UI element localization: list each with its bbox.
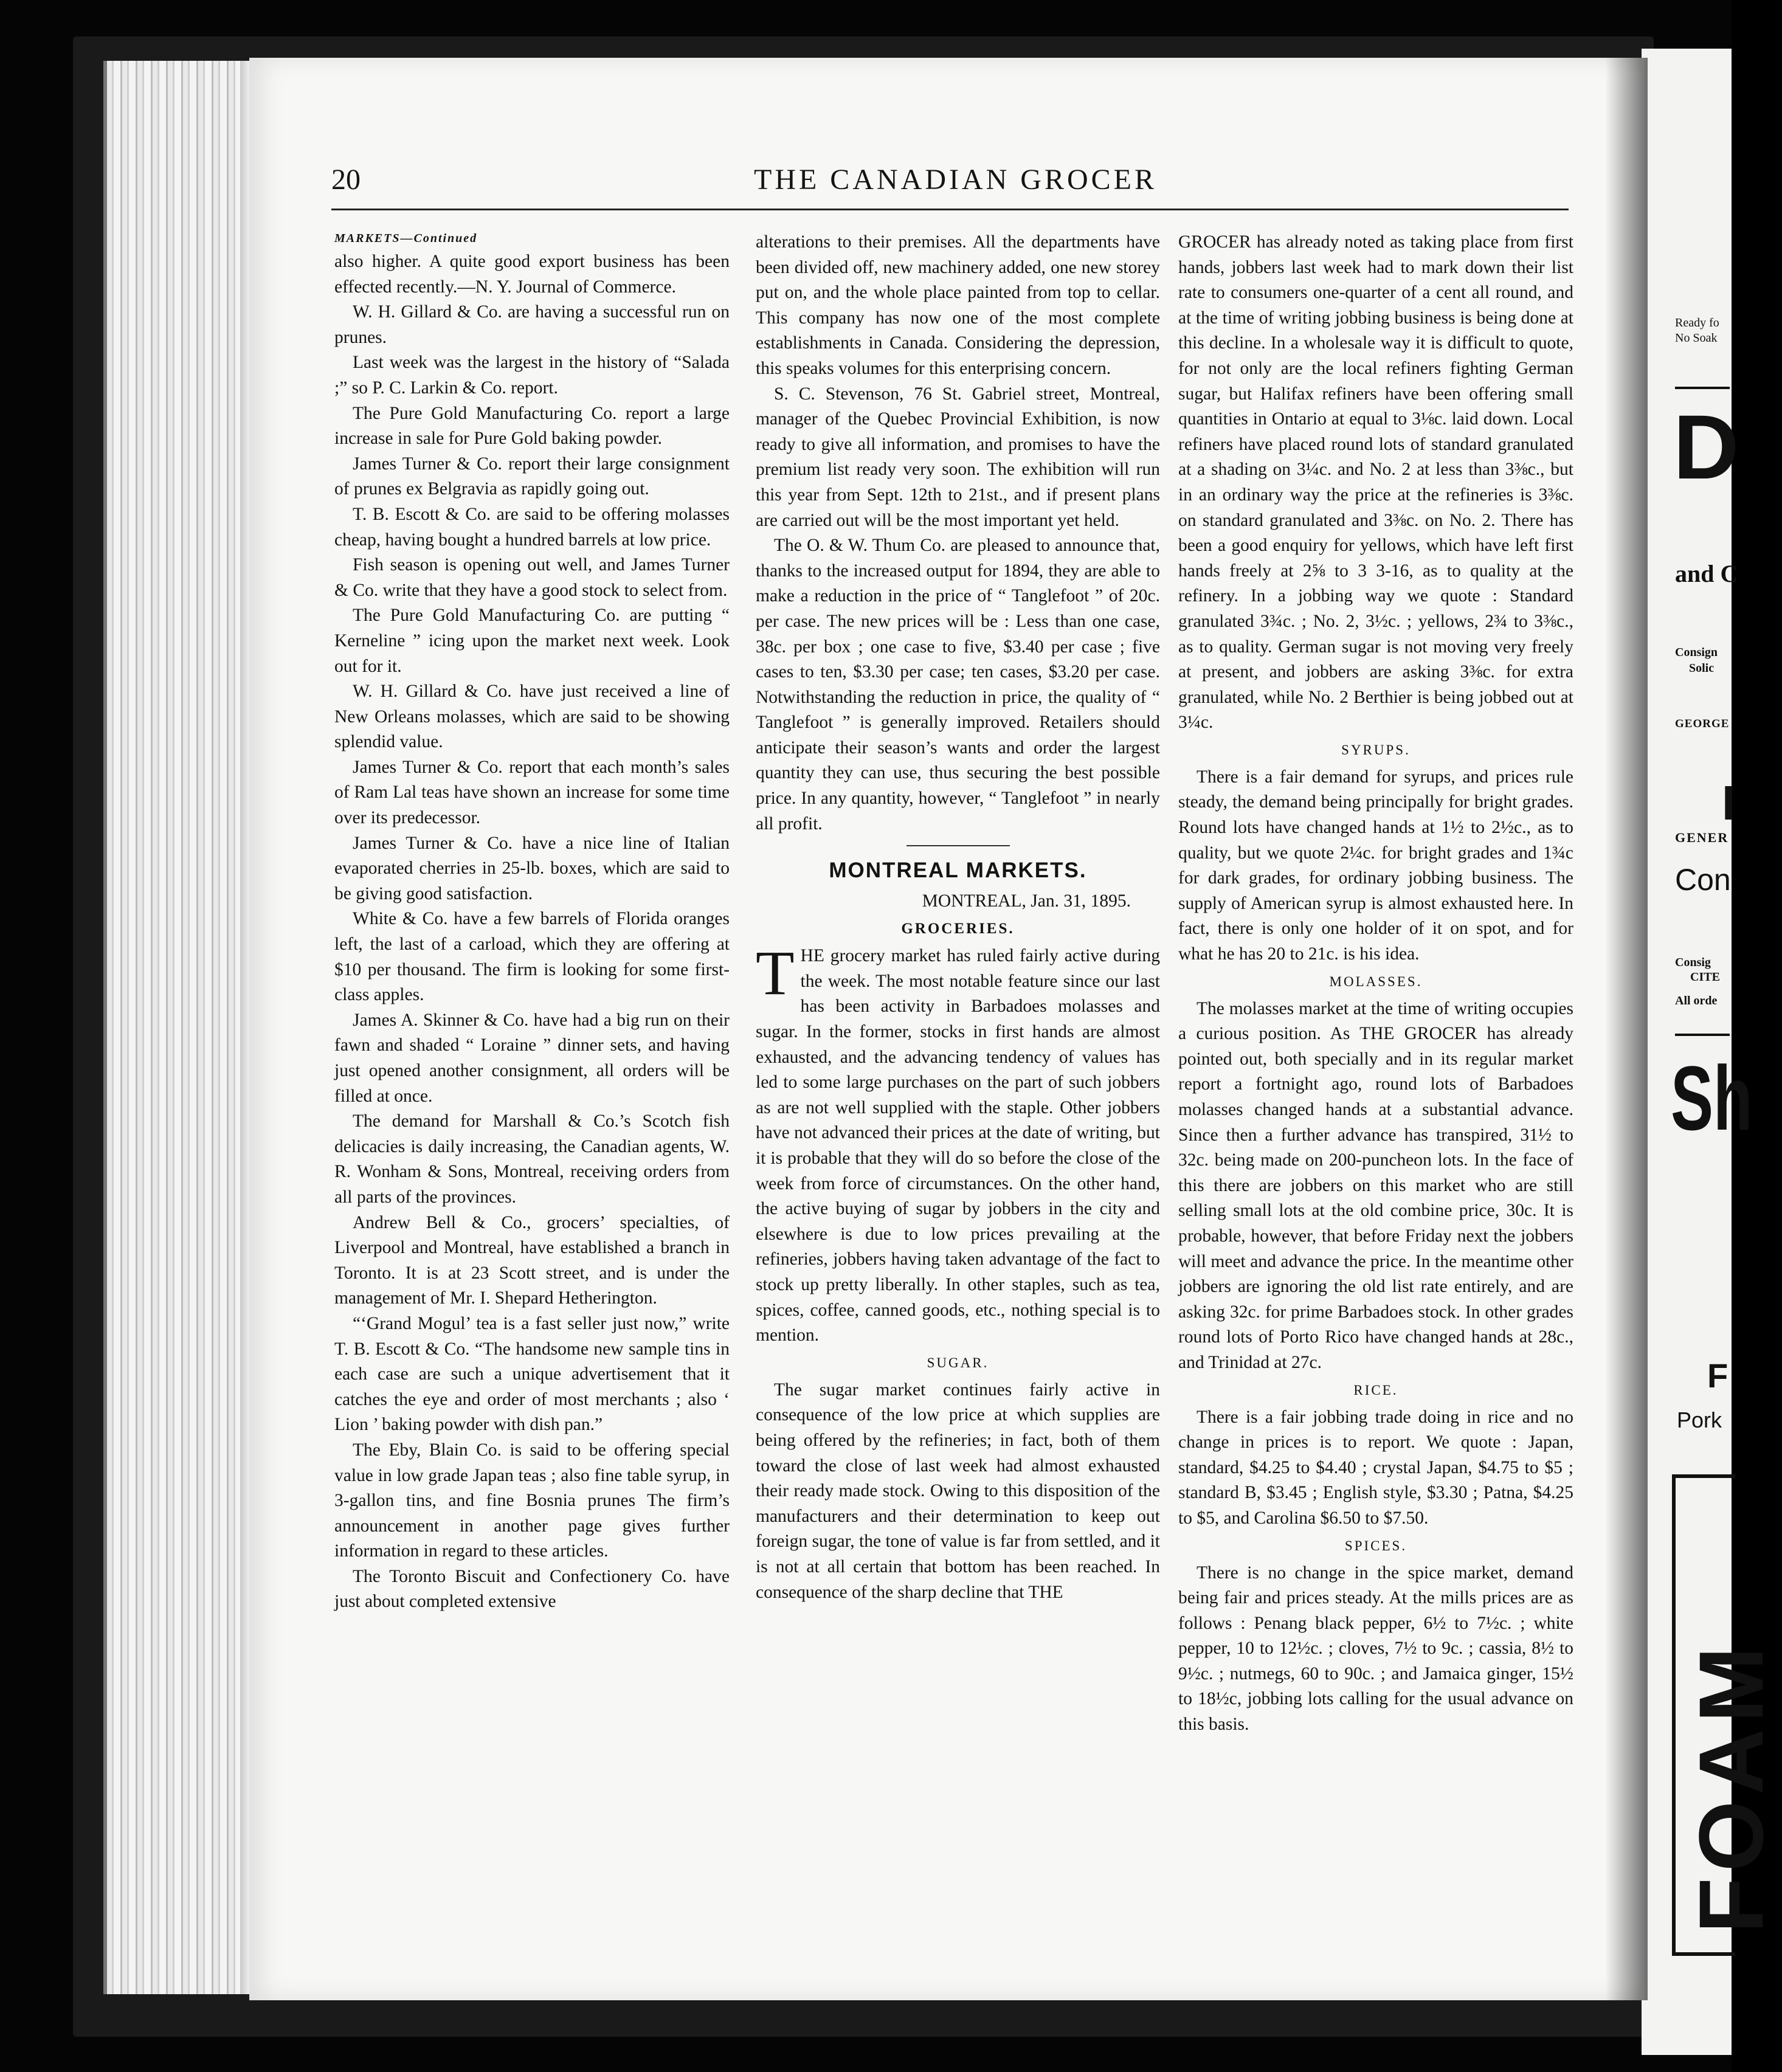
paragraph: The Eby, Blain Co. is said to be offering special value in low grade Japan teas ; also fine table syrup, in 3-gallon tins, and fine Bosnia prunes The firm’s announcement in another page gives further information in regard to these articles.: [334, 1440, 730, 1561]
paragraph: T. B. Escott & Co. are said to be offering molasses cheap, having bought a hundred barrels at low price.: [334, 504, 730, 550]
np-sh: Sh: [1671, 1047, 1753, 1149]
column-3: [1178, 230, 1573, 1738]
sugar-paragraph: The sugar market continues fairly active in consequence of the low price at which supplies are being offered by the refineries; in fact, both of them toward the close of last week had almost exhausted their ready made stock. Owing to this disposition of the manufacturers and their determination to keep out foreign sugar, the tone of value is far from settled, and it is not at all certain that bottom has been reached. In consequence of the sharp decline that THE: [756, 1380, 1160, 1602]
groceries-paragraph: [756, 938, 1160, 1349]
np-ready: Ready fo: [1675, 316, 1719, 330]
np-big-d: D: [1673, 396, 1739, 498]
np-vertical-word: FOAM: [1680, 1640, 1782, 1933]
drop-cap: T: [756, 938, 795, 1009]
np-george: GEORGE: [1675, 717, 1730, 730]
paragraph: alterations to their premises. All the departments have been divided off, new machinery added, one new storey put on, and the whole place painted from top to cellar. This company has now one of the most complete establishments in Canada. Considering the depression, this speaks volumes for this enterprising concern.: [756, 232, 1160, 378]
spices-heading: SPICES.: [1344, 1538, 1407, 1553]
column-2: [756, 230, 1160, 1605]
page-stack: [103, 61, 253, 1994]
column-1: [334, 230, 730, 1615]
np-pork: Pork: [1677, 1407, 1722, 1432]
syrups-heading: SYRUPS.: [1341, 742, 1411, 758]
paragraph: W. H. Gillard & Co. have just received a line of New Orleans molasses, which are said to be showing splendid value.: [334, 682, 730, 752]
np-big-i: I: [1722, 776, 1736, 830]
np-con: Con: [1675, 863, 1731, 897]
paragraph: W. H. Gillard & Co. are having a successful run on prunes.: [334, 302, 730, 347]
np-vertical-word-wrap: [1680, 1496, 1782, 1933]
np-and-c: and C: [1675, 560, 1738, 587]
paragraph: James Turner & Co. report that each month’s sales of Ram Lal teas have shown an increase for some time over its predecessor.: [334, 757, 730, 828]
paragraph: The Pure Gold Manufacturing Co. are putting “ Kerneline ” icing upon the market next week. Look out for it.: [334, 606, 730, 676]
groceries-text: HE grocery market has ruled fairly active during the week. The most notable feature since our last has been activity in Barbadoes molasses and sugar. In the former, stocks in first hands are almost exhausted, and the advancing tendency of values has led to some large purchases on the part of such jobbers as are not well supplied with the staple. Other jobbers have not advanced their prices at the date of writing, but it is probable that they will do so before the close of the week from force of circumstances. On the other hand, the active buying of sugar by jobbers in the city and elsewhere is due to low prices prevailing at the refineries, jobbers having taken advantage of the fact to stock up pretty liberally. In other staples, such as tea, spices, coffee, canned goods, etc., nothing special is to mention.: [756, 946, 1160, 1345]
groceries-heading: GROCERIES.: [901, 920, 1015, 938]
paragraph: Last week was the largest in the history of “Salada ;” so P. C. Larkin & Co. report.: [334, 353, 730, 398]
section-rule: [907, 845, 1010, 846]
rice-heading: RICE.: [1353, 1382, 1398, 1398]
paragraph: S. C. Stevenson, 76 St. Gabriel street, Montreal, manager of the Quebec Provincial Exhibition, is now ready to give all information, and promises to have the premium list ready very soon. The exhibition will run this year from Sept. 12th to 21st., and if present plans are carried out will be the most important yet held.: [756, 384, 1160, 530]
np-consig: Consig: [1675, 956, 1711, 969]
np-solic: Solic: [1689, 661, 1715, 675]
sugar-heading: SUGAR.: [927, 1355, 989, 1370]
np-gener: GENER: [1675, 830, 1729, 845]
sugar-continued: GROCER has already noted as taking place from first hands, jobbers last week had to mark down their list rate to consumers one-quarter of a cent all round, and at the time of writing jobbing business is being done at this decline. In a wholesale way it is difficult to quote, for not only are the local refiners fighting German sugar, but Halifax refiners have been offering small quantities in Ontario at equal to 3⅛c. laid down. Local refiners have placed round lots of standard granulated at a shading on 3¼c. and No. 2 at less than 3⅜c., but in an ordinary way the price at the refineries is 3⅜c. on standard granulated and 3⅜c. on No. 2. There has been a good enquiry for yellows, which have left first hands freely at 2⅝ to 3 3-16, as to quality at the refinery. In a jobbing way we quote : Standard granulated 3¾c. ; No. 2, 3½c. ; yellows, 2¾ to 3⅜c., as to quality. German sugar is not moving very freely at present, and jobbers are asking 3⅜c. for extra granulated, while No. 2 Berthier is being jobbed out at 3¼c.: [1178, 232, 1573, 733]
molasses-paragraph: The molasses market at the time of writing occupies a curious position. As THE GROCER has already pointed out, both specially and in its regular market report a fortnight ago, round lots of Barbadoes molasses changed hands at a substantial advance. Since then a further advance has transpired, 31½ to 32c. being made on 200-puncheon lots. In the face of this there are jobbers on this market who are still selling small lots at the old combine price, 30c. It is probable, however, that before Friday next the jobbers will meet and advance the price. In the meantime other jobbers are ignoring the old list rate entirely, and are asking 32c. for prime Barbadoes stock. In other grades round lots of Porto Rico have changed hands at 28c., and Trinidad at 27c.: [1178, 998, 1573, 1372]
paragraph: The Pure Gold Manufacturing Co. report a large increase in sale for Pure Gold baking powder.: [334, 403, 730, 449]
rice-paragraph: There is a fair jobbing trade doing in rice and no change in prices is to report. We quote : Japan, standard, $4.25 to $4.40 ; crystal Japan, $4.75 to $5 ; standard B, $3.45 ; English style, $3.30 ; Patna, $4.25 to $5, and Carolina $6.50 to $7.50.: [1178, 1407, 1573, 1528]
np-cite: CITE: [1690, 970, 1720, 984]
spices-paragraph: There is no change in the spice market, demand being fair and prices steady. At the mills prices are as follows : Penang black pepper, 6½ to 7½c. ; white pepper, 10 to 12½c. ; cloves, 7½ to 9c. ; cassia, 8½ to 9½c. ; nutmegs, 60 to 90c. ; and Jamaica ginger, 15½ to 18½c, jobbing lots calling for the usual advance on this basis.: [1178, 1563, 1573, 1735]
syrups-paragraph: There is a fair demand for syrups, and prices rule steady, the demand being principally for bright grades. Round lots have changed hands at 1½ to 2½c., as to quality, but we quote 2¼c. for bright grades and 1¾c for dark grades, for ordinary jobbing business. The supply of American syrup is almost exhausted here. In fact, there is only one holder of it on spot, and for what he has 20 to 21c. is his idea.: [1178, 767, 1573, 964]
paragraph: also higher. A quite good export business has been effected recently.—N. Y. Journal of Commerce.: [334, 252, 730, 297]
dateline: MONTREAL, Jan. 31, 1895.: [922, 891, 1131, 911]
page-gutter-shadow: [1605, 58, 1648, 2000]
np-all-ord: All orde: [1675, 994, 1718, 1007]
np-rule-2: [1675, 1034, 1730, 1036]
paragraph: James Turner & Co. have a nice line of Italian evaporated cherries in 25-lb. boxes, which are said to be giving good satisfaction.: [334, 833, 730, 903]
paragraph: Fish season is opening out well, and James Turner & Co. write that they have a good stock to select from.: [334, 555, 730, 600]
np-consign: Consign: [1675, 646, 1718, 659]
np-f: F: [1707, 1356, 1728, 1395]
paragraph: The Toronto Biscuit and Confectionery Co. have just about completed extensive: [334, 1566, 730, 1612]
molasses-heading: MOLASSES.: [1329, 973, 1423, 989]
page-number: 20: [331, 164, 361, 196]
section-title: MONTREAL MARKETS.: [829, 858, 1087, 883]
paragraph: The demand for Marshall & Co.’s Scotch fish delicacies is daily increasing, the Canadian agents, W. R. Wonham & Sons, Montreal, receiving orders from all parts of the provinces.: [334, 1111, 730, 1207]
paragraph: White & Co. have a few barrels of Florida oranges left, the last of a carload, which they are offering at $10 per thousand. The firm is looking for some first-class apples.: [334, 909, 730, 1005]
paragraph: James Turner & Co. report their large consignment of prunes ex Belgravia as rapidly going out.: [334, 454, 730, 499]
np-rule: [1675, 387, 1730, 389]
np-nosoak: No Soak: [1675, 331, 1718, 345]
header-rule: [331, 209, 1569, 210]
paragraph: The O. & W. Thum Co. are pleased to announce that, thanks to the increased output for 1894, they are able to make a reduction in the price of “ Tanglefoot ” of 20c. per case. The new prices will be : Less than one case, 38c. per box ; one case to five, $3.40 per case ; five cases to ten, $3.30 per case; ten cases, $3.20 per case. Notwithstanding the reduction in price, the quality of “ Tanglefoot ” is generally improved. Retailers should anticipate their season’s wants and order the largest quantity they can use, thus securing the best possible price. In any quantity, however, “ Tanglefoot ” in nearly all profit.: [756, 536, 1160, 834]
continued-label: MARKETS—Continued: [334, 232, 478, 245]
running-head: THE CANADIAN GROCER: [754, 164, 1157, 196]
paragraph: James A. Skinner & Co. have had a big run on their fawn and shaded “ Loraine ” dinner sets, and having just opened another consignment, all orders will be filled at once.: [334, 1010, 730, 1106]
paragraph: Andrew Bell & Co., grocers’ specialties, of Liverpool and Montreal, have established a branch in Toronto. It is at 23 Scott street, and is under the management of Mr. I. Shepard Hetherington.: [334, 1212, 730, 1308]
paragraph: “‘Grand Mogul’ tea is a fast seller just now,” write T. B. Escott & Co. “The handsome new sample tins in each case are such a unique advertisement that it catches the eye and order of most merchants ; also ‘ Lion ’ baking powder with dish pan.”: [334, 1313, 730, 1435]
